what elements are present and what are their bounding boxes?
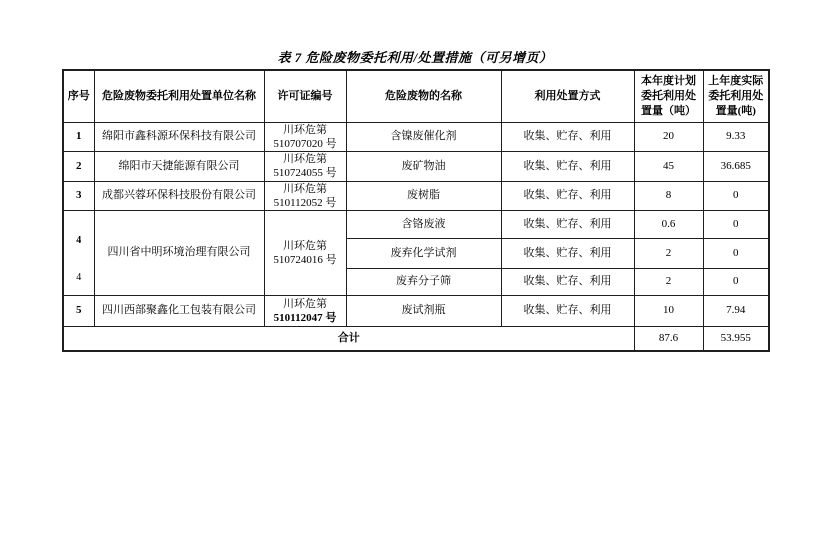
license-cell [264,122,346,151]
table-title: 表 7 危险废物委托利用/处置措施（可另增页） [277,50,553,65]
serial-top: 4 [76,235,82,246]
header-serial: 序号 [63,70,94,122]
header-actual-amount: 上年度实际委托利用处置量(吨) [703,70,769,122]
license-line-1: 川环危第 [283,239,327,252]
company-cell: 四川西部聚鑫化工包装有限公司 [94,295,264,326]
planned-cell: 10 [634,295,703,326]
waste-cell: 废树脂 [346,181,501,210]
planned-cell: 2 [634,238,703,268]
actual-cell: 0 [703,238,769,268]
planned-cell: 8 [634,181,703,210]
actual-cell: 0 [703,268,769,295]
method-cell: 收集、贮存、利用 [501,295,634,326]
table-row [63,295,769,326]
serial-cell: 3 [63,181,94,210]
method-cell: 收集、贮存、利用 [501,268,634,295]
total-planned-cell: 87.6 [634,326,703,351]
method-cell: 收集、贮存、利用 [501,210,634,238]
license-line-2: 510724055 号 [273,167,337,179]
serial-cell: 5 [63,295,94,326]
header-license: 许可证编号 [264,70,346,122]
license-line-1: 川环危第 [283,123,327,136]
header-waste-name: 危险废物的名称 [346,70,501,122]
total-actual-cell: 53.955 [703,326,769,351]
company-cell: 绵阳市天捷能源有限公司 [94,151,264,181]
waste-cell: 废弃化学试剂 [346,238,501,268]
license-line-2: 510112052 号 [273,196,337,209]
planned-cell: 2 [634,268,703,295]
license-line-2: 510112047 号 [273,311,337,324]
planned-cell: 0.6 [634,210,703,238]
header-row [63,70,769,122]
license-line-1: 川环危第 [283,297,327,310]
waste-cell: 含镍废催化剂 [346,122,501,151]
hazardous-waste-table [62,69,770,352]
license-line-1: 川环危第 [283,153,327,165]
company-cell: 绵阳市鑫科源环保科技有限公司 [94,122,264,151]
actual-cell: 36.685 [703,151,769,181]
license-cell [264,295,346,326]
header-planned-amount: 本年度计划委托利用处置量（吨） [634,70,703,122]
waste-cell: 废试剂瓶 [346,295,501,326]
waste-cell: 废弃分子筛 [346,268,501,295]
actual-cell: 0 [703,181,769,210]
method-cell: 收集、贮存、利用 [501,238,634,268]
company-cell: 四川省中明环境治理有限公司 [94,210,264,295]
waste-cell: 废矿物油 [346,151,501,181]
serial-cell [63,210,94,295]
actual-cell: 0 [703,210,769,238]
total-row [63,326,769,351]
actual-cell: 9.33 [703,122,769,151]
serial-repeat: 4 [76,272,82,283]
planned-cell: 45 [634,151,703,181]
license-cell [264,181,346,210]
license-line-1: 川环危第 [283,182,327,195]
planned-cell: 20 [634,122,703,151]
license-cell [264,151,346,181]
table-row [63,122,769,151]
table-row [63,210,769,238]
company-cell: 成都兴蓉环保科技股份有限公司 [94,181,264,210]
method-cell: 收集、贮存、利用 [501,122,634,151]
header-method: 利用处置方式 [501,70,634,122]
waste-cell: 含铬废液 [346,210,501,238]
method-cell: 收集、贮存、利用 [501,181,634,210]
serial-cell: 1 [63,122,94,151]
license-line-2: 510724016 号 [273,253,337,266]
header-company: 危险废物委托利用处置单位名称 [94,70,264,122]
actual-cell: 7.94 [703,295,769,326]
total-label: 合计 [63,326,634,351]
license-line-2: 510707020 号 [273,137,337,150]
serial-cell: 2 [63,151,94,181]
table-row [63,181,769,210]
table-row [63,151,769,181]
method-cell: 收集、贮存、利用 [501,151,634,181]
license-cell [264,210,346,295]
